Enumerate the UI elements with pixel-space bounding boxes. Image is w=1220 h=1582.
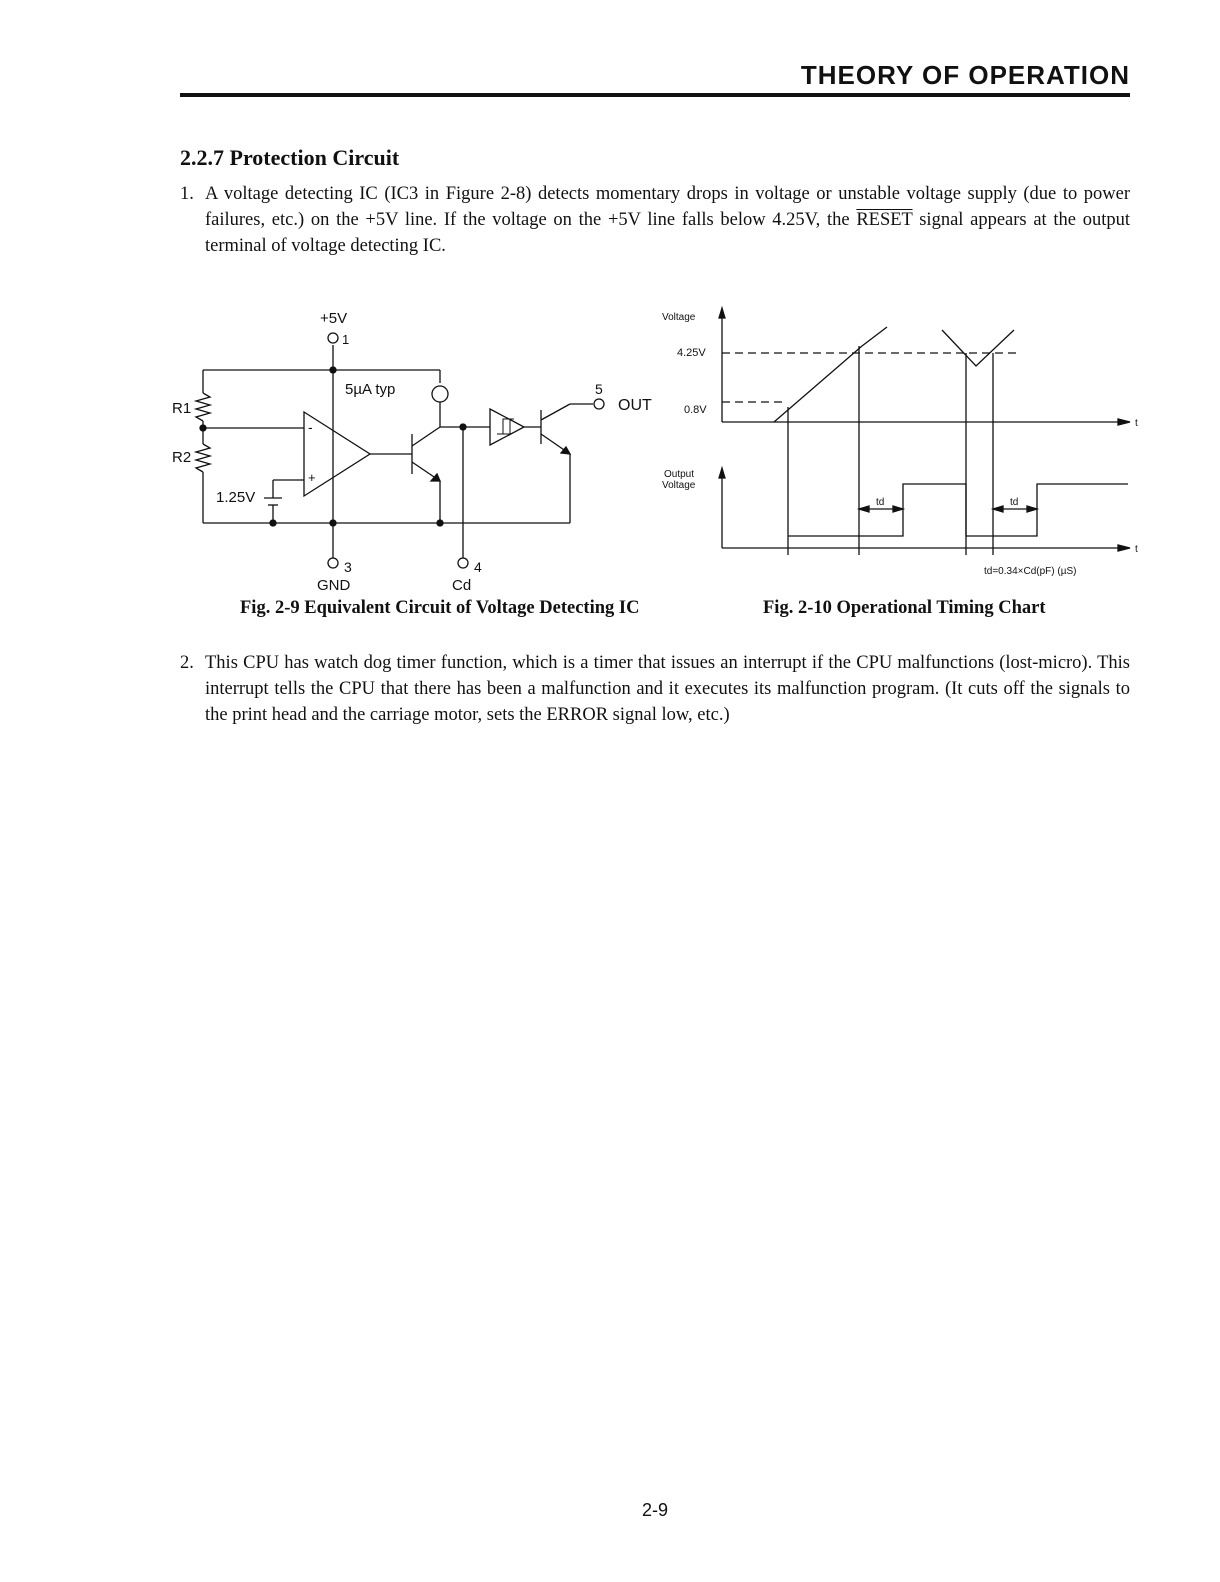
voltage-rise xyxy=(774,327,887,422)
fig10-caption: Fig. 2-10 Operational Timing Chart xyxy=(763,598,1046,618)
label-td1: td xyxy=(876,497,885,508)
label-pin3: 3 xyxy=(344,559,352,575)
schmitt-buffer xyxy=(490,409,524,445)
label-5v: +5V xyxy=(320,310,348,327)
label-t1: t xyxy=(1135,418,1138,429)
label-output: Output xyxy=(664,469,695,480)
label-r2: R2 xyxy=(172,449,192,466)
label-plus: + xyxy=(308,470,316,485)
label-formula: td=0.34×Cd(pF) (µS) xyxy=(984,566,1077,577)
section-title: Protection Circuit xyxy=(229,145,400,170)
label-ref-voltage: 1.25V xyxy=(216,489,256,506)
output-waveform xyxy=(788,484,1128,536)
label-td2: td xyxy=(1010,497,1019,508)
label-cd: Cd xyxy=(452,577,472,594)
label-pin1: 1 xyxy=(342,332,350,347)
page-header-title: THEORY OF OPERATION xyxy=(800,60,1130,90)
fig9-circuit xyxy=(196,333,604,568)
fig9-caption: Fig. 2-9 Equivalent Circuit of Voltage Detecting IC xyxy=(240,598,640,618)
label-current: 5µA typ xyxy=(345,381,396,398)
section-number: 2.2.7 xyxy=(180,145,224,170)
paragraph-1-text-start: A voltage detecting IC (IC3 in Figure 2-8) detects momentary drops in voltage or unstable voltage supply (due to power failures, etc.) on the +5V line. If the voltage on the +5V line falls below 4.25V, the xyxy=(205,184,1130,230)
fig10-timing xyxy=(719,308,1130,555)
label-t2: t xyxy=(1135,544,1138,555)
paragraph-1-number: 1. xyxy=(180,184,194,204)
pin3-terminal xyxy=(328,558,338,568)
paragraph-1-text-end: signal appears at the output terminal of voltage detecting IC. xyxy=(205,210,1130,256)
label-voltage: Voltage xyxy=(662,312,696,323)
label-08v: 0.8V xyxy=(684,404,707,416)
label-minus: - xyxy=(308,419,313,435)
pin4-terminal xyxy=(458,558,468,568)
label-out: OUT xyxy=(618,397,652,414)
current-source-symbol xyxy=(432,386,448,402)
label-gnd: GND xyxy=(317,577,351,594)
label-r1: R1 xyxy=(172,400,192,417)
pin1-terminal xyxy=(328,333,338,343)
page-number: 2-9 xyxy=(641,1500,668,1520)
paragraph-2-text: This CPU has watch dog timer function, which is a timer that issues an interrupt if the CPU malfunctions (lost-micro). This interrupt tells the CPU that there has been a malfunction and it executes its malfunction program. (It cuts off the signals to the print head and the carriage motor, sets the ERROR signal low, etc.) xyxy=(205,653,1130,725)
label-425v: 4.25V xyxy=(677,347,706,359)
reset-signal-name: RESET xyxy=(856,210,913,230)
r1-resistor xyxy=(196,393,210,421)
paragraph-2 xyxy=(180,650,1130,728)
label-output-voltage: Voltage xyxy=(662,480,696,491)
label-pin4: 4 xyxy=(474,559,482,575)
r2-resistor xyxy=(196,444,210,472)
fig10-labels xyxy=(662,312,1138,577)
label-pin5: 5 xyxy=(595,381,603,397)
paragraph-2-number: 2. xyxy=(180,653,194,673)
voltage-dip xyxy=(942,330,1014,366)
pin5-terminal xyxy=(594,399,604,409)
